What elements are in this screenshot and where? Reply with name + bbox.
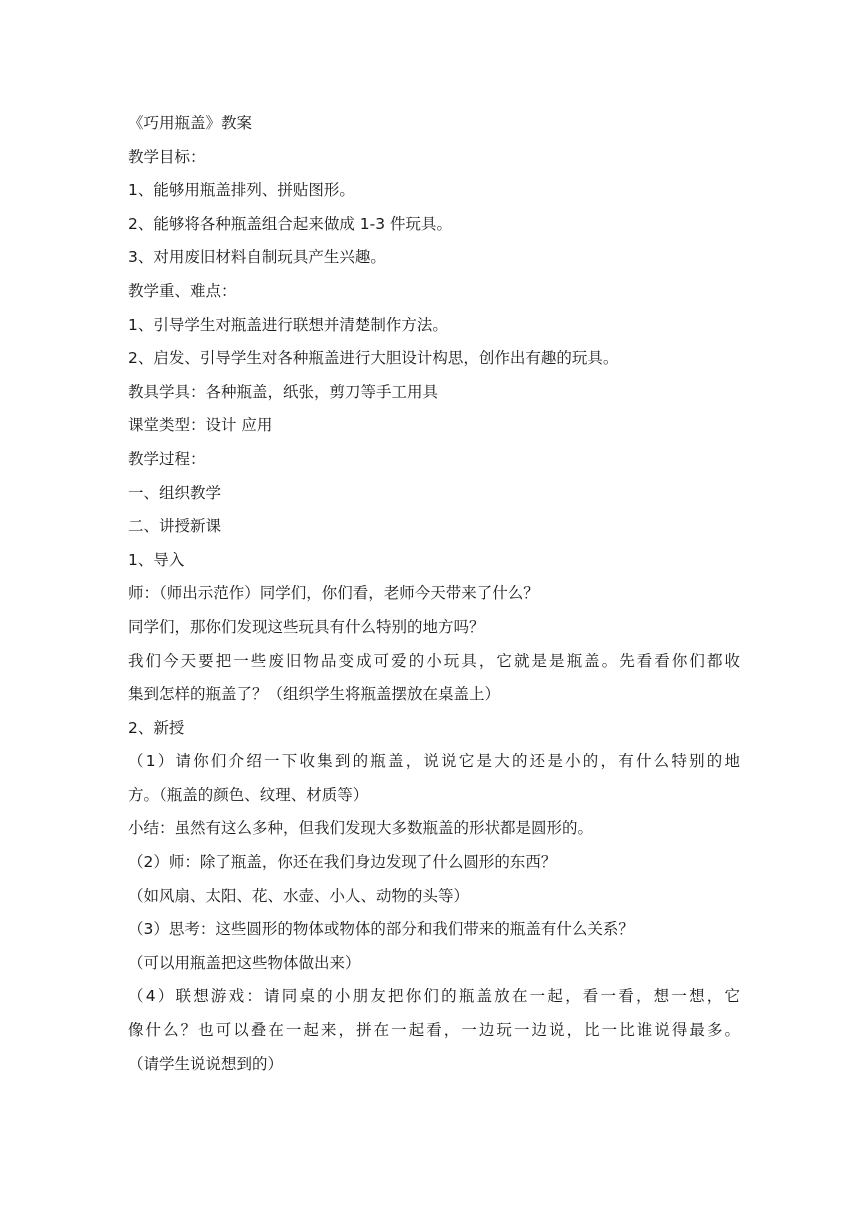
paragraph-line: 我们今天要把一些废旧物品变成可爱的小玩具，它就是是瓶盖。先看看你们都收	[128, 651, 740, 670]
section-heading-key-points: 教学重、难点：	[128, 281, 237, 300]
key-point-item-1: 1、引导学生对瓶盖进行联想并清楚制作方法。	[128, 315, 448, 334]
objective-item-2: 2、能够将各种瓶盖组合起来做成 1-3 件玩具。	[128, 214, 453, 233]
teaching-aids: 教具学具：各种瓶盖，纸张，剪刀等手工用具	[128, 382, 439, 401]
paragraph-line: （3）思考：这些圆形的物体或物体的部分和我们带来的瓶盖有什么关系？	[128, 920, 634, 939]
paragraph-line: （1）请你们介绍一下收集到的瓶盖，说说它是大的还是小的，有什么特别的地	[128, 752, 740, 771]
process-step-2: 二、讲授新课	[128, 517, 222, 536]
paragraph-line: （请学生说说想到的）	[128, 1054, 284, 1073]
paragraph-line: 集到怎样的瓶盖了？（组织学生将瓶盖摆放在桌盖上）	[128, 685, 501, 704]
section-heading-objectives: 教学目标：	[128, 147, 206, 166]
paragraph-line: （如风扇、太阳、花、水壶、小人、动物的头等）	[128, 886, 470, 905]
subsection-intro: 1、导入	[128, 550, 185, 569]
paragraph-line: 同学们，那你们发现这些玩具有什么特别的地方吗？	[128, 617, 485, 636]
section-heading-process: 教学过程：	[128, 449, 206, 468]
paragraph-line: 师：（师出示范作）同学们，你们看，老师今天带来了什么？	[128, 584, 539, 603]
paragraph-line: （2）师：除了瓶盖，你还在我们身边发现了什么圆形的东西？	[128, 853, 557, 872]
paragraph-line: 像什么？也可以叠在一起来，拼在一起看，一边玩一边说，比一比谁说得最多。	[128, 1021, 740, 1040]
process-step-1: 一、组织教学	[128, 483, 222, 502]
subsection-new-lesson: 2、新授	[128, 718, 185, 737]
paragraph-line: （4）联想游戏：请同桌的小朋友把你们的瓶盖放在一起，看一看，想一想，它	[128, 987, 740, 1006]
objective-item-1: 1、能够用瓶盖排列、拼贴图形。	[128, 181, 355, 200]
key-point-item-2: 2、启发、引导学生对各种瓶盖进行大胆设计构思，创作出有趣的玩具。	[128, 349, 619, 368]
document-body	[128, 107, 740, 1081]
document-title: 《巧用瓶盖》教案	[128, 114, 253, 132]
paragraph-line: （可以用瓶盖把这些物体做出来）	[128, 953, 361, 972]
objective-item-3: 3、对用废旧材料自制玩具产生兴趣。	[128, 248, 386, 267]
paragraph-line: 小结：虽然有这么多种，但我们发现大多数瓶盖的形状都是圆形的。	[128, 819, 594, 838]
lesson-type: 课堂类型：设计 应用	[128, 416, 273, 435]
paragraph-line: 方。（瓶盖的颜色、纹理、材质等）	[128, 785, 369, 804]
